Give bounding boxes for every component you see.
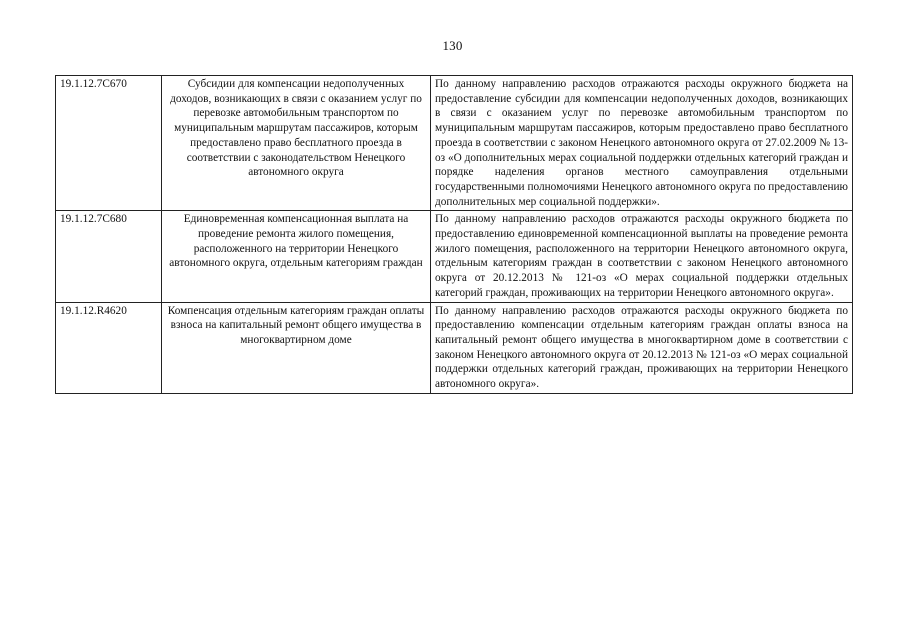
row-description: По данному направлению расходов отражаются расходы окружного бюджета на предоставление субсидии для компенсации недополученных доходов, возникающих в связи с оказанием услуг по перевозке автомобильным транспортом по муниципальным маршрутам пассажиров, которым предоставлено право бесплатного проезда в соответствии с законом Ненецкого автономного округа от 27.02.2009 № 13-оз «О дополнительных мерах социальной поддержки отдельных категорий граждан и порядке наделения органов местного самоуправления отдельными государственными полномочиями Ненецкого автономного округа по предоставлению дополнительных мер социальной поддержки». <box>431 76 853 211</box>
table-row <box>56 302 853 393</box>
expense-classification-table <box>55 75 853 394</box>
row-name: Единовременная компенсационная выплата на проведение ремонта жилого помещения, расположенного на территории Ненецкого автономного округа, отдельным категориям граждан <box>162 211 431 302</box>
row-description: По данному направлению расходов отражаются расходы окружного бюджета по предоставлению компенсации отдельным категориям граждан оплаты взноса на капитальный ремонт общего имущества в многоквартирном доме в соответствии с законом Ненецкого автономного округа от 20.12.2013 № 121-оз «О мерах социальной поддержки отдельных категорий граждан, проживающих на территории Ненецкого автономного округа». <box>431 302 853 393</box>
table-row <box>56 76 853 211</box>
row-name: Компенсация отдельным категориям граждан оплаты взноса на капитальный ремонт общего имущества в многоквартирном доме <box>162 302 431 393</box>
page-number: 130 <box>442 38 463 53</box>
row-code: 19.1.12.7С670 <box>56 76 162 211</box>
table-row <box>56 211 853 302</box>
row-name: Субсидии для компенсации недополученных доходов, возникающих в связи с оказанием услуг по перевозке автомобильным транспортом по муниципальным маршрутам пассажиров, которым предоставлено право бесплатного проезда в соответствии с законодательством Ненецкого автономного округа <box>162 76 431 211</box>
row-description: По данному направлению расходов отражаются расходы окружного бюджета по предоставлению единовременной компенсационной выплаты на проведение ремонта жилого помещения, расположенного на территории Ненецкого автономного округа, отдельным категориям граждан в соответствии с законом Ненецкого автономного округа от 20.12.2013 № 121-оз «О мерах социальной поддержки отдельных категорий граждан, проживающих на территории Ненецкого автономного округа». <box>431 211 853 302</box>
row-code: 19.1.12.7С680 <box>56 211 162 302</box>
row-code: 19.1.12.R4620 <box>56 302 162 393</box>
